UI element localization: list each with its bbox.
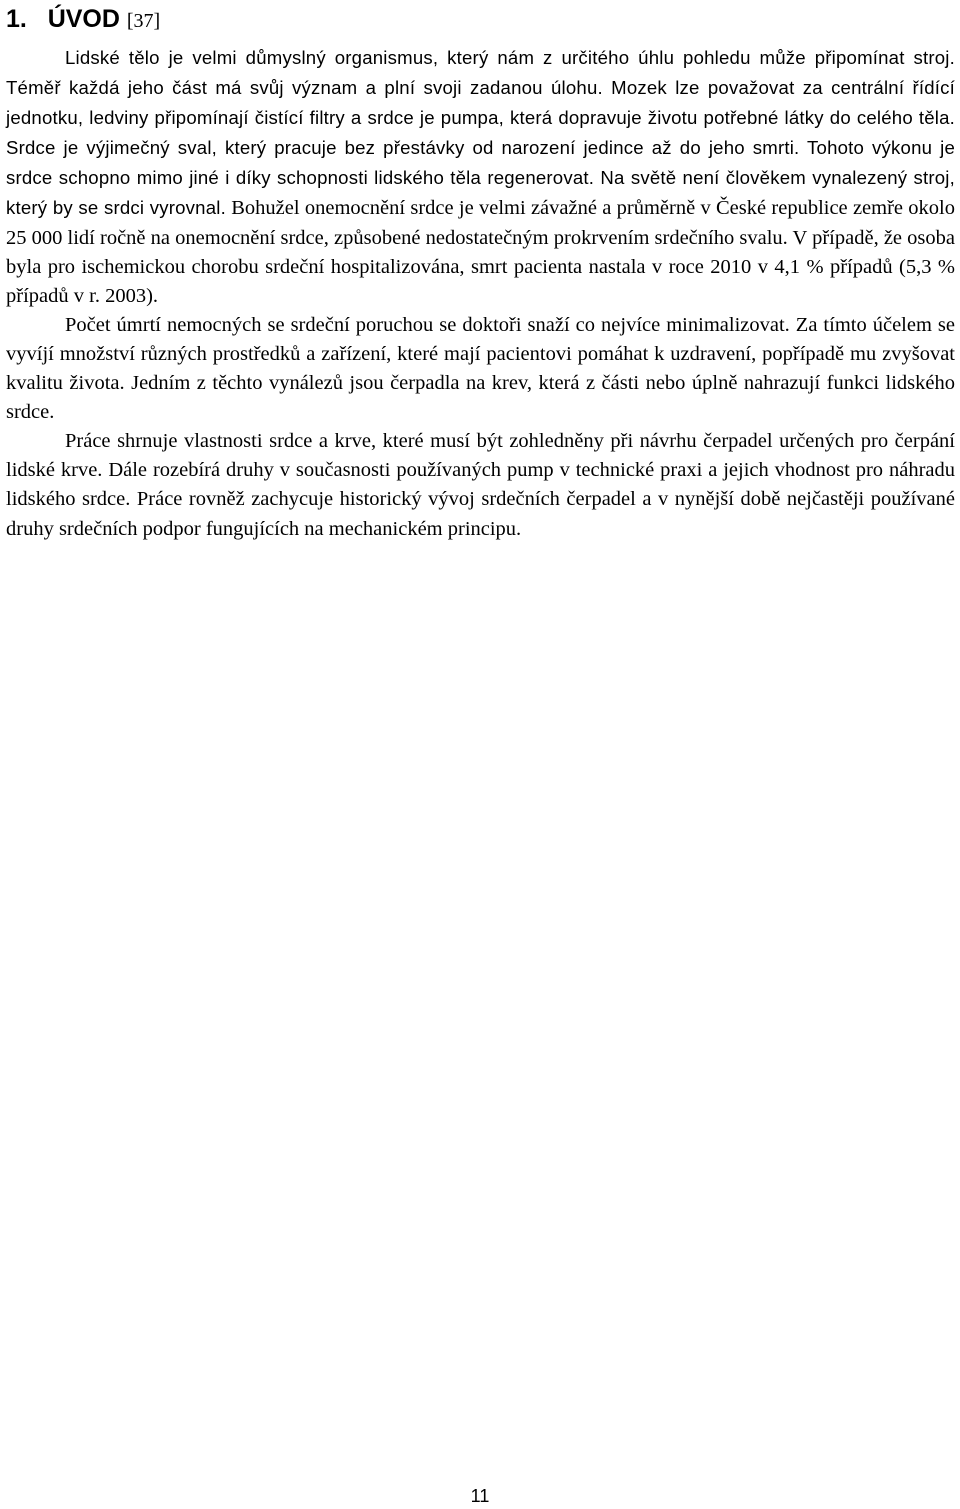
paragraph-1-segment-3: Bohužel onemocnění srdce je velmi závažné a průměrně v České republice zemře okolo 25 000 lidí ročně na onemocnění srdce, způsobené nedostatečným prokrvením srdečního svalu. V případě, že osoba byla pro ischemickou chorobu srdeční hospitalizována, smrt pacienta nastala v roce 2010 v 4,1 % případů (5,3 % případů v r. 2003).	[6, 197, 955, 307]
paragraph-1	[6, 43, 955, 311]
paragraph-1-segment-1: Lidské tělo je velmi důmyslný organismus, který nám z určitého úhlu pohledu může připomínat stroj. Téměř každá jeho část má svůj význam a plní svoji zadanou úlohu. Mozek lze považovat za centrální řídící jednotku, ledviny připomínají čistící filtry a srdce je pumpa, která dopravuje životu potřebné látky do celého těla.	[6, 47, 955, 129]
chapter-heading	[6, 4, 160, 36]
chapter-number: 1.	[6, 5, 27, 33]
body-text	[6, 43, 955, 544]
page-number: 11	[470, 1486, 490, 1506]
chapter-title: ÚVOD	[47, 5, 120, 33]
paragraph-2	[6, 311, 955, 427]
chapter-reference: [37]	[126, 10, 161, 32]
paragraph-3-segment-1: Práce shrnuje vlastnosti srdce a krve, které musí být zohledněny při návrhu čerpadel určených pro čerpání lidské krve. Dále rozebírá druhy v současnosti používaných pump v technické praxi a jejich vhodnost pro náhradu lidského srdce. Práce rovněž zachycuje historický vývoj srdečních čerpadel a v nynější době nejčastěji používané druhy srdečních podpor fungujících na mechanickém principu.	[6, 430, 955, 540]
paragraph-1-segment-2: Srdce je výjimečný sval, který pracuje bez přestávky od narození jedince až do jeho smrti. Tohoto výkonu je srdce schopno mimo jiné i díky schopnosti lidského těla regenerovat. Na světě není člověkem vynalezený stroj, který by se srdci vyrovnal.	[6, 137, 955, 219]
paragraph-2-segment-1: Počet úmrtí nemocných se srdeční poruchou se doktoři snaží co nejvíce minimalizovat. Za tímto účelem se vyvíjí množství různých prostředků a zařízení, které mají pacientovi pomáhat k uzdravení, popřípadě mu zvyšovat kvalitu života. Jedním z těchto vynálezů jsou čerpadla na krev, která z části nebo úplně nahrazují funkci lidského srdce.	[6, 313, 955, 424]
paragraph-3	[6, 427, 955, 543]
